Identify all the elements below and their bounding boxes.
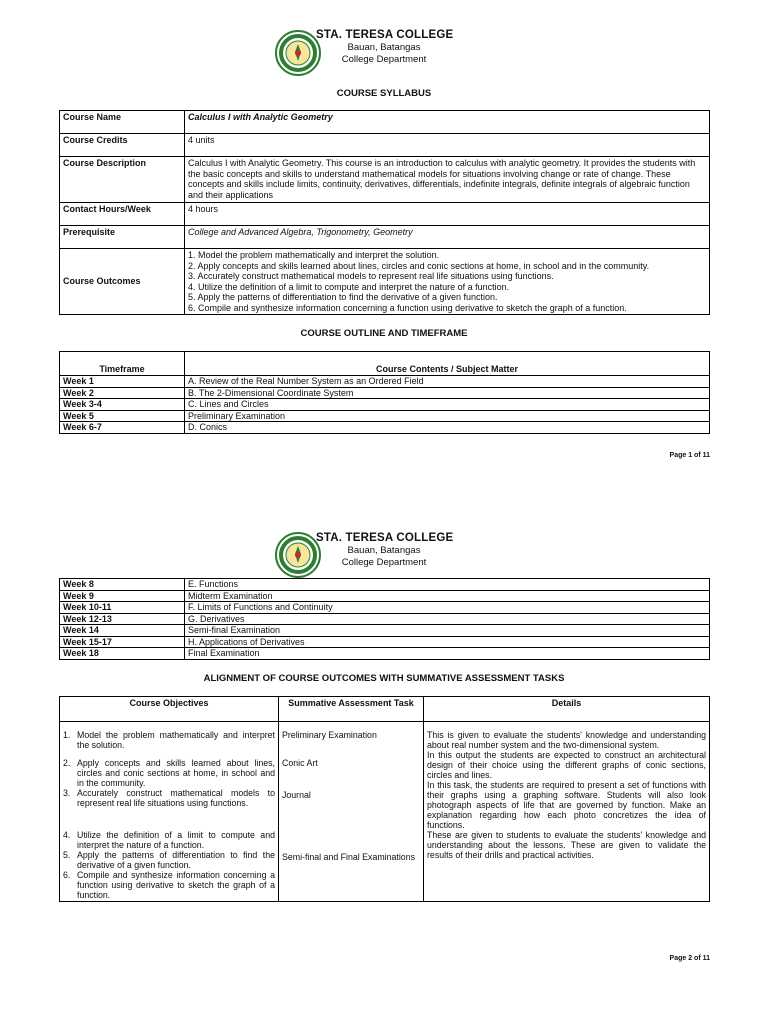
college-name: STA. TERESA COLLEGE xyxy=(316,532,454,544)
week-cell: Week 8 xyxy=(60,579,185,591)
course-outcomes-label: Course Outcomes xyxy=(60,249,185,315)
objective-item: 3. Accurately construct mathematical models to represent real life situations using functions. xyxy=(63,788,275,808)
college-department: College Department xyxy=(341,54,427,65)
details-cell xyxy=(424,722,710,902)
content-cell: A. Review of the Real Number System as an Ordered Field xyxy=(185,376,710,388)
content-cell: B. The 2-Dimensional Coordinate System xyxy=(185,387,710,399)
table-row xyxy=(60,422,710,434)
course-name-label: Course Name xyxy=(60,111,185,134)
table-row xyxy=(60,399,710,411)
task-item: Semi-final and Final Examinations xyxy=(282,852,415,862)
table-row xyxy=(60,613,710,625)
table-row xyxy=(60,249,710,315)
course-outcomes-list xyxy=(185,249,710,315)
objectives-header: Course Objectives xyxy=(60,697,279,722)
content-cell: F. Limits of Functions and Continuity xyxy=(185,602,710,614)
table-row xyxy=(60,387,710,399)
task-item: Journal xyxy=(282,790,311,800)
course-description-value: Calculus I with Analytic Geometry. This course is an introduction to calculus with analytic geometry. It provides the students with the basic concepts and skills to understand mathematical models for situations involving change or rate of change. These concepts and skills include limits, continuity, derivatives, differentials, indefinite integrals, definite integrals of algebraic function and their applications xyxy=(185,157,710,203)
college-location: Bauan, Batangas xyxy=(347,42,421,53)
detail-item: In this output the students are expected to construct an architectural design of their choice using the different graphs of conic sections, circles and lines. xyxy=(427,750,706,780)
contact-hours-label: Contact Hours/Week xyxy=(60,203,185,226)
outcome-item: 1. Model the problem mathematically and interpret the solution. xyxy=(188,250,440,260)
week-cell: Week 1 xyxy=(60,376,185,388)
week-cell: Week 15-17 xyxy=(60,636,185,648)
college-name: STA. TERESA COLLEGE xyxy=(316,29,454,41)
week-cell: Week 2 xyxy=(60,387,185,399)
content-cell: Final Examination xyxy=(185,648,710,660)
task-item: Preliminary Examination xyxy=(282,730,377,740)
course-description-label: Course Description xyxy=(60,157,185,203)
week-cell: Week 3-4 xyxy=(60,399,185,411)
table-row xyxy=(60,590,710,602)
prerequisite-label: Prerequisite xyxy=(60,226,185,249)
college-department: College Department xyxy=(341,557,427,568)
table-row xyxy=(60,226,710,249)
table-header-row xyxy=(60,352,710,376)
detail-item: In this task, the students are required to present a set of functions with their graphs using a graphing software. Students will also look photograph aspects of life that are governed by function. Make an explanation regarding how each photo concretizes the idea of functions. xyxy=(427,780,706,830)
objective-item: 6. Compile and synthesize information concerning a function using derivative to sketch the graph of a function. xyxy=(63,870,275,900)
detail-item: These are given to students to evaluate the students' knowledge and understanding about the lessons. These are given to validate the results of their drills and practical activities. xyxy=(427,830,706,860)
table-row xyxy=(60,111,710,134)
week-cell: Week 6-7 xyxy=(60,422,185,434)
content-cell: H. Applications of Derivatives xyxy=(185,636,710,648)
content-cell: G. Derivatives xyxy=(185,613,710,625)
week-cell: Week 5 xyxy=(60,410,185,422)
outline-title: COURSE OUTLINE AND TIMEFRAME xyxy=(300,328,468,339)
alignment-title: ALIGNMENT OF COURSE OUTCOMES WITH SUMMATIVE ASSESSMENT TASKS xyxy=(203,673,565,684)
course-outline-table-continued xyxy=(59,578,710,660)
page-2 xyxy=(0,500,768,1024)
content-cell: D. Conics xyxy=(185,422,710,434)
content-cell: Midterm Examination xyxy=(185,590,710,602)
objectives-cell xyxy=(60,722,279,902)
detail-item: This is given to evaluate the students' knowledge and understanding about real number system and the two-dimensional system. xyxy=(427,730,706,750)
content-cell: E. Functions xyxy=(185,579,710,591)
course-outline-table xyxy=(59,351,710,434)
course-name-value: Calculus I with Analytic Geometry xyxy=(185,111,710,134)
course-credits-value: 4 units xyxy=(185,134,710,157)
task-item: Conic Art xyxy=(282,758,318,768)
college-seal-icon xyxy=(275,532,321,578)
objective-item: 2. Apply concepts and skills learned about lines, circles and conic sections at home, in school and in the community. xyxy=(63,758,275,788)
outcome-item: 4. Utilize the definition of a limit to compute and interpret the nature of a function. xyxy=(188,281,510,292)
contents-header: Course Contents / Subject Matter xyxy=(185,352,710,376)
table-header-row xyxy=(60,697,710,722)
task-header: Summative Assessment Task xyxy=(279,697,424,722)
table-row xyxy=(60,602,710,614)
college-seal-icon xyxy=(275,30,321,76)
objective-item: 5. Apply the patterns of differentiation to find the derivative of a given function. xyxy=(63,850,275,870)
course-info-table xyxy=(59,110,710,315)
table-row xyxy=(60,157,710,203)
details-header: Details xyxy=(424,697,710,722)
timeframe-header: Timeframe xyxy=(60,352,185,376)
tasks-cell xyxy=(279,722,424,902)
alignment-table xyxy=(59,696,710,902)
table-row xyxy=(60,376,710,388)
table-row xyxy=(60,722,710,902)
outcome-item: 6. Compile and synthesize information concerning a function using derivative to sketch the graph of a function. xyxy=(188,302,627,313)
week-cell: Week 12-13 xyxy=(60,613,185,625)
table-row xyxy=(60,410,710,422)
page-number: Page 2 of 11 xyxy=(669,955,710,962)
objective-item: 1. Model the problem mathematically and interpret the solution. xyxy=(63,730,275,750)
page-number: Page 1 of 11 xyxy=(669,452,710,459)
table-row xyxy=(60,636,710,648)
week-cell: Week 10-11 xyxy=(60,602,185,614)
week-cell: Week 14 xyxy=(60,625,185,637)
outcome-item: 5. Apply the patterns of differentiation to find the derivative of a given function. xyxy=(188,292,498,302)
week-cell: Week 18 xyxy=(60,648,185,660)
table-row xyxy=(60,579,710,591)
course-credits-label: Course Credits xyxy=(60,134,185,157)
prerequisite-value: College and Advanced Algebra, Trigonometry, Geometry xyxy=(185,226,710,249)
table-row xyxy=(60,648,710,660)
content-cell: C. Lines and Circles xyxy=(185,399,710,411)
college-location: Bauan, Batangas xyxy=(347,545,421,556)
objective-item: 4. Utilize the definition of a limit to compute and interpret the nature of a function. xyxy=(63,830,275,850)
contact-hours-value: 4 hours xyxy=(185,203,710,226)
content-cell: Semi-final Examination xyxy=(185,625,710,637)
outcome-item: 2. Apply concepts and skills learned about lines, circles and conic sections at home, in school and in the community. xyxy=(188,260,650,271)
outcome-item: 3. Accurately construct mathematical models to represent real life situations using functions. xyxy=(188,271,554,281)
week-cell: Week 9 xyxy=(60,590,185,602)
syllabus-title: COURSE SYLLABUS xyxy=(336,88,432,99)
table-row xyxy=(60,203,710,226)
table-row xyxy=(60,625,710,637)
content-cell: Preliminary Examination xyxy=(185,410,710,422)
table-row xyxy=(60,134,710,157)
page-1 xyxy=(0,0,768,480)
